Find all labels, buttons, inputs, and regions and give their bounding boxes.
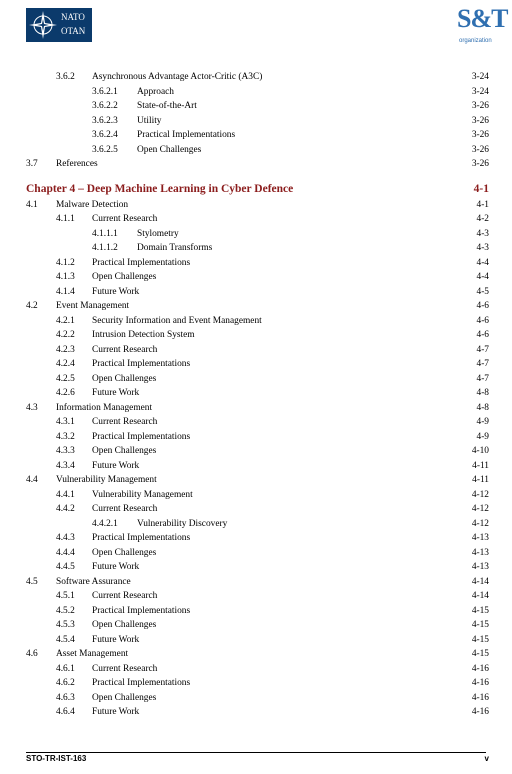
toc-entry-title: Practical Implementations bbox=[92, 533, 191, 543]
toc-entry-number: 4.4.3 bbox=[56, 533, 75, 543]
toc-entry-title: State-of-the-Art bbox=[137, 101, 197, 111]
toc-entry-title: Current Research bbox=[92, 504, 158, 514]
toc-entry[interactable] bbox=[0, 430, 512, 444]
toc-entry-title: Open Challenges bbox=[92, 373, 157, 384]
toc-entry[interactable] bbox=[0, 227, 512, 241]
toc-entry-number: 4.6 bbox=[26, 649, 38, 659]
toc-entry-number: 4.3.4 bbox=[56, 460, 75, 471]
toc-entry-page: 4-9 bbox=[476, 417, 489, 427]
toc-entry-title: Open Challenges bbox=[137, 144, 202, 155]
toc-entry-number: 4.2.4 bbox=[56, 359, 75, 369]
toc-entry-title: Open Challenges bbox=[92, 272, 157, 282]
toc-entry-title: Current Research bbox=[92, 344, 158, 355]
toc-entry[interactable] bbox=[0, 198, 512, 212]
toc-entry-number: 4.2.3 bbox=[56, 344, 75, 355]
toc-entry-title: Chapter 4 – Deep Machine Learning in Cyber Defence bbox=[26, 182, 294, 195]
toc-entry-page: 4-16 bbox=[471, 692, 489, 703]
toc-entry-page: 4-15 bbox=[471, 605, 489, 616]
toc-entry[interactable] bbox=[0, 517, 512, 531]
toc-entry-page: 4-2 bbox=[476, 214, 489, 224]
toc-entry-number: 4.6.3 bbox=[56, 692, 75, 703]
toc-entry-title: Asynchronous Advantage Actor-Critic (A3C) bbox=[92, 72, 263, 82]
toc-entry-page: 4-16 bbox=[471, 663, 489, 674]
toc-entry[interactable] bbox=[0, 415, 512, 429]
toc-entry[interactable] bbox=[0, 691, 512, 705]
toc-entry-title: Practical Implementations bbox=[92, 257, 191, 268]
toc-entry-page: 4-15 bbox=[471, 649, 489, 659]
toc-entry-number: 4.4.5 bbox=[56, 562, 75, 572]
toc-entry-title: Utility bbox=[137, 115, 162, 126]
toc-entry-number: 4.1.1.1 bbox=[92, 228, 118, 239]
toc-entry-number: 4.4.1 bbox=[56, 489, 75, 500]
toc-entry-page: 4-13 bbox=[471, 547, 489, 558]
toc-entry-number: 4.5.3 bbox=[56, 620, 75, 630]
toc-entry-number: 4.3.2 bbox=[56, 431, 75, 442]
toc-entry-page: 3-26 bbox=[471, 144, 489, 155]
toc-entry[interactable] bbox=[0, 560, 512, 574]
toc-entry[interactable] bbox=[0, 705, 512, 719]
toc-entry-title: Practical Implementations bbox=[92, 678, 191, 688]
toc-entry[interactable] bbox=[0, 256, 512, 270]
toc-entry-title: Security Information and Event Management bbox=[92, 315, 262, 326]
toc-entry-number: 4.1.4 bbox=[56, 286, 75, 297]
toc-entry-page: 4-11 bbox=[472, 460, 489, 471]
toc-entry[interactable] bbox=[0, 372, 512, 386]
toc-entry[interactable] bbox=[0, 401, 512, 415]
toc-entry[interactable] bbox=[0, 502, 512, 516]
toc-entry-page: 4-11 bbox=[472, 475, 489, 485]
toc-entry-title: Domain Transforms bbox=[137, 243, 213, 253]
toc-entry-page: 4-7 bbox=[476, 344, 489, 355]
toc-entry[interactable] bbox=[0, 270, 512, 284]
toc-entry[interactable] bbox=[0, 604, 512, 618]
toc-entry-title: Current Research bbox=[92, 214, 158, 224]
toc-entry-title: Current Research bbox=[92, 417, 158, 427]
toc-entry-number: 4.1.1 bbox=[56, 214, 75, 224]
toc-entry-number: 4.4.2 bbox=[56, 504, 75, 514]
toc-entry-page: 4-6 bbox=[476, 301, 489, 311]
toc-entry-number: 4.5 bbox=[26, 576, 38, 587]
toc-entry-number: 4.6.4 bbox=[56, 707, 75, 717]
st-logo-subtext: organization bbox=[459, 38, 492, 44]
footer-rule bbox=[26, 752, 486, 765]
toc-entry[interactable] bbox=[0, 314, 512, 328]
toc-entry-number: 3.6.2.1 bbox=[92, 86, 118, 97]
toc-entry[interactable] bbox=[0, 212, 512, 226]
toc-entry-page: 4-13 bbox=[471, 562, 489, 572]
toc-entry-page: 4-16 bbox=[471, 678, 489, 688]
toc-entry-number: 4.6.2 bbox=[56, 678, 75, 688]
toc-entry[interactable] bbox=[0, 241, 512, 255]
toc-entry-page: 4-1 bbox=[473, 182, 489, 195]
toc-entry[interactable] bbox=[0, 328, 512, 342]
toc-entry[interactable] bbox=[0, 85, 512, 99]
toc-entry-number: 4.5.1 bbox=[56, 591, 75, 601]
toc-entry[interactable] bbox=[0, 99, 512, 113]
toc-entry-page: 4-12 bbox=[471, 504, 489, 514]
toc-entry-number: 3.7 bbox=[26, 159, 38, 169]
toc-entry-page: 4-7 bbox=[476, 373, 489, 384]
toc-entry-number: 4.3.3 bbox=[56, 446, 75, 456]
toc-entry-number: 4.4 bbox=[26, 475, 38, 485]
toc-entry-title: Open Challenges bbox=[92, 547, 157, 558]
toc-entry-page: 4-8 bbox=[476, 388, 489, 398]
toc-entry-number: 4.5.2 bbox=[56, 605, 75, 616]
toc-entry-title: Future Work bbox=[92, 634, 140, 645]
toc-entry[interactable] bbox=[0, 473, 512, 487]
st-logo-text: S&T bbox=[457, 4, 508, 33]
toc-entry-title: Practical Implementations bbox=[92, 605, 191, 616]
toc-entry-title: Intrusion Detection System bbox=[92, 330, 195, 340]
toc-entry[interactable] bbox=[0, 488, 512, 502]
toc-entry-number: 4.4.2.1 bbox=[92, 518, 118, 529]
toc-entry[interactable] bbox=[0, 357, 512, 371]
toc-entry-page: 4-9 bbox=[476, 431, 489, 442]
toc-entry[interactable] bbox=[0, 662, 512, 676]
toc-entry-page: 4-8 bbox=[476, 402, 489, 413]
toc-entry-number: 4.1 bbox=[26, 199, 38, 210]
toc-entry-page: 4-6 bbox=[476, 315, 489, 326]
toc-entry-number: 4.6.1 bbox=[56, 663, 75, 674]
toc-entry-page: 4-7 bbox=[476, 359, 489, 369]
toc-entry-page: 4-6 bbox=[476, 330, 489, 340]
toc-entry-page: 4-10 bbox=[471, 446, 489, 456]
toc-entry-title: Practical Implementations bbox=[137, 130, 236, 140]
toc-entry[interactable] bbox=[0, 676, 512, 690]
toc-entry-page: 4-13 bbox=[471, 533, 489, 543]
toc-entry-page: 4-4 bbox=[476, 257, 489, 268]
toc-entry-page: 4-14 bbox=[471, 591, 489, 601]
nato-text: NATO bbox=[61, 12, 85, 22]
toc-entry-page: 4-12 bbox=[471, 489, 489, 500]
toc-entry-number: 4.4.4 bbox=[56, 547, 75, 558]
toc-entry-title: Future Work bbox=[92, 388, 140, 398]
toc-entry-number: 4.5.4 bbox=[56, 634, 75, 645]
toc-entry[interactable] bbox=[0, 128, 512, 142]
toc-entry[interactable] bbox=[0, 444, 512, 458]
toc-entry-title: Current Research bbox=[92, 591, 158, 601]
toc-entry-number: 3.6.2 bbox=[56, 72, 75, 82]
toc-entry-number: 4.2.5 bbox=[56, 373, 75, 384]
toc-entry-page: 4-15 bbox=[471, 620, 489, 630]
toc-entry-title: Open Challenges bbox=[92, 692, 157, 703]
toc-entry-page: 3-26 bbox=[471, 115, 489, 126]
toc-entry-number: 3.6.2.2 bbox=[92, 101, 118, 111]
toc-entry-page: 4-1 bbox=[476, 199, 489, 210]
toc-entry-title: Future Work bbox=[92, 707, 140, 717]
toc-entry-title: Vulnerability Management bbox=[92, 489, 193, 500]
toc-entry-number: 4.2.1 bbox=[56, 315, 75, 326]
toc-entry-title: Vulnerability Management bbox=[56, 475, 157, 485]
toc-entry-title: References bbox=[56, 159, 98, 169]
toc-entry-page: 4-5 bbox=[476, 286, 489, 297]
toc-entry-title: Open Challenges bbox=[92, 446, 157, 456]
toc-entry-number: 3.6.2.4 bbox=[92, 130, 118, 140]
toc-entry-title: Event Management bbox=[56, 301, 130, 311]
toc-entry-page: 4-14 bbox=[471, 576, 489, 587]
toc-entry-page: 3-26 bbox=[471, 130, 489, 140]
toc-entry-page: 4-3 bbox=[476, 243, 489, 253]
footer-document-id: STO-TR-IST-163 bbox=[26, 754, 87, 763]
toc-entry[interactable] bbox=[0, 114, 512, 128]
toc-entry[interactable] bbox=[0, 157, 512, 171]
toc-entry-number: 3.6.2.3 bbox=[92, 115, 118, 126]
toc-entry[interactable] bbox=[0, 70, 512, 84]
toc-entry-number: 3.6.2.5 bbox=[92, 144, 118, 155]
toc-entry[interactable] bbox=[0, 285, 512, 299]
toc-entry-title: Open Challenges bbox=[92, 620, 157, 630]
toc-entry[interactable] bbox=[0, 575, 512, 589]
toc-entry-number: 4.2.6 bbox=[56, 388, 75, 398]
toc-entry-number: 4.2.2 bbox=[56, 330, 75, 340]
toc-entry-number: 4.1.1.2 bbox=[92, 243, 118, 253]
toc-entry-page: 3-24 bbox=[471, 86, 489, 97]
toc-entry-page: 3-24 bbox=[471, 72, 489, 82]
toc-entry-title: Vulnerability Discovery bbox=[137, 518, 228, 529]
toc-entry-title: Approach bbox=[137, 86, 174, 97]
toc-entry-title: Practical Implementations bbox=[92, 431, 191, 442]
toc-entry[interactable] bbox=[0, 459, 512, 473]
toc-entry[interactable] bbox=[0, 299, 512, 313]
toc-entry[interactable] bbox=[0, 589, 512, 603]
footer-page-number: v bbox=[484, 754, 489, 763]
toc-entry-page: 3-26 bbox=[471, 101, 489, 111]
toc-entry-title: Future Work bbox=[92, 562, 140, 572]
toc-entry-page: 3-26 bbox=[471, 159, 489, 169]
toc-entry-title: Information Management bbox=[56, 402, 153, 413]
toc-entry-number: 4.3.1 bbox=[56, 417, 75, 427]
toc-entry-title: Future Work bbox=[92, 460, 140, 471]
toc-entry-number: 4.3 bbox=[26, 402, 38, 413]
toc-entry-page: 4-12 bbox=[471, 518, 489, 529]
toc-entry-number: 4.1.2 bbox=[56, 257, 75, 268]
toc-entry-title: Practical Implementations bbox=[92, 359, 191, 369]
toc-entry-page: 4-3 bbox=[476, 228, 489, 239]
toc-entry-page: 4-4 bbox=[476, 272, 489, 282]
toc-entry[interactable] bbox=[0, 633, 512, 647]
toc-entry[interactable] bbox=[0, 386, 512, 400]
toc-entry[interactable] bbox=[0, 546, 512, 560]
toc-entry[interactable] bbox=[0, 618, 512, 632]
toc-entry-title: Future Work bbox=[92, 286, 140, 297]
toc-entry[interactable] bbox=[0, 647, 512, 661]
toc-entry-page: 4-16 bbox=[471, 707, 489, 717]
toc-entry[interactable] bbox=[0, 531, 512, 545]
toc-entry-title: Asset Management bbox=[56, 649, 129, 659]
toc-entry-title: Stylometry bbox=[137, 228, 179, 239]
toc-chapter-entry[interactable] bbox=[0, 182, 512, 196]
toc-entry-number: 4.1.3 bbox=[56, 272, 75, 282]
otan-text: OTAN bbox=[61, 26, 86, 36]
toc-entry-page: 4-15 bbox=[471, 634, 489, 645]
toc-entry[interactable] bbox=[0, 343, 512, 357]
toc-entry-number: 4.2 bbox=[26, 301, 38, 311]
toc-entry-title: Current Research bbox=[92, 663, 158, 674]
toc-entry-title: Software Assurance bbox=[56, 576, 131, 587]
toc-entry-title: Malware Detection bbox=[56, 199, 129, 210]
toc-entry[interactable] bbox=[0, 143, 512, 157]
